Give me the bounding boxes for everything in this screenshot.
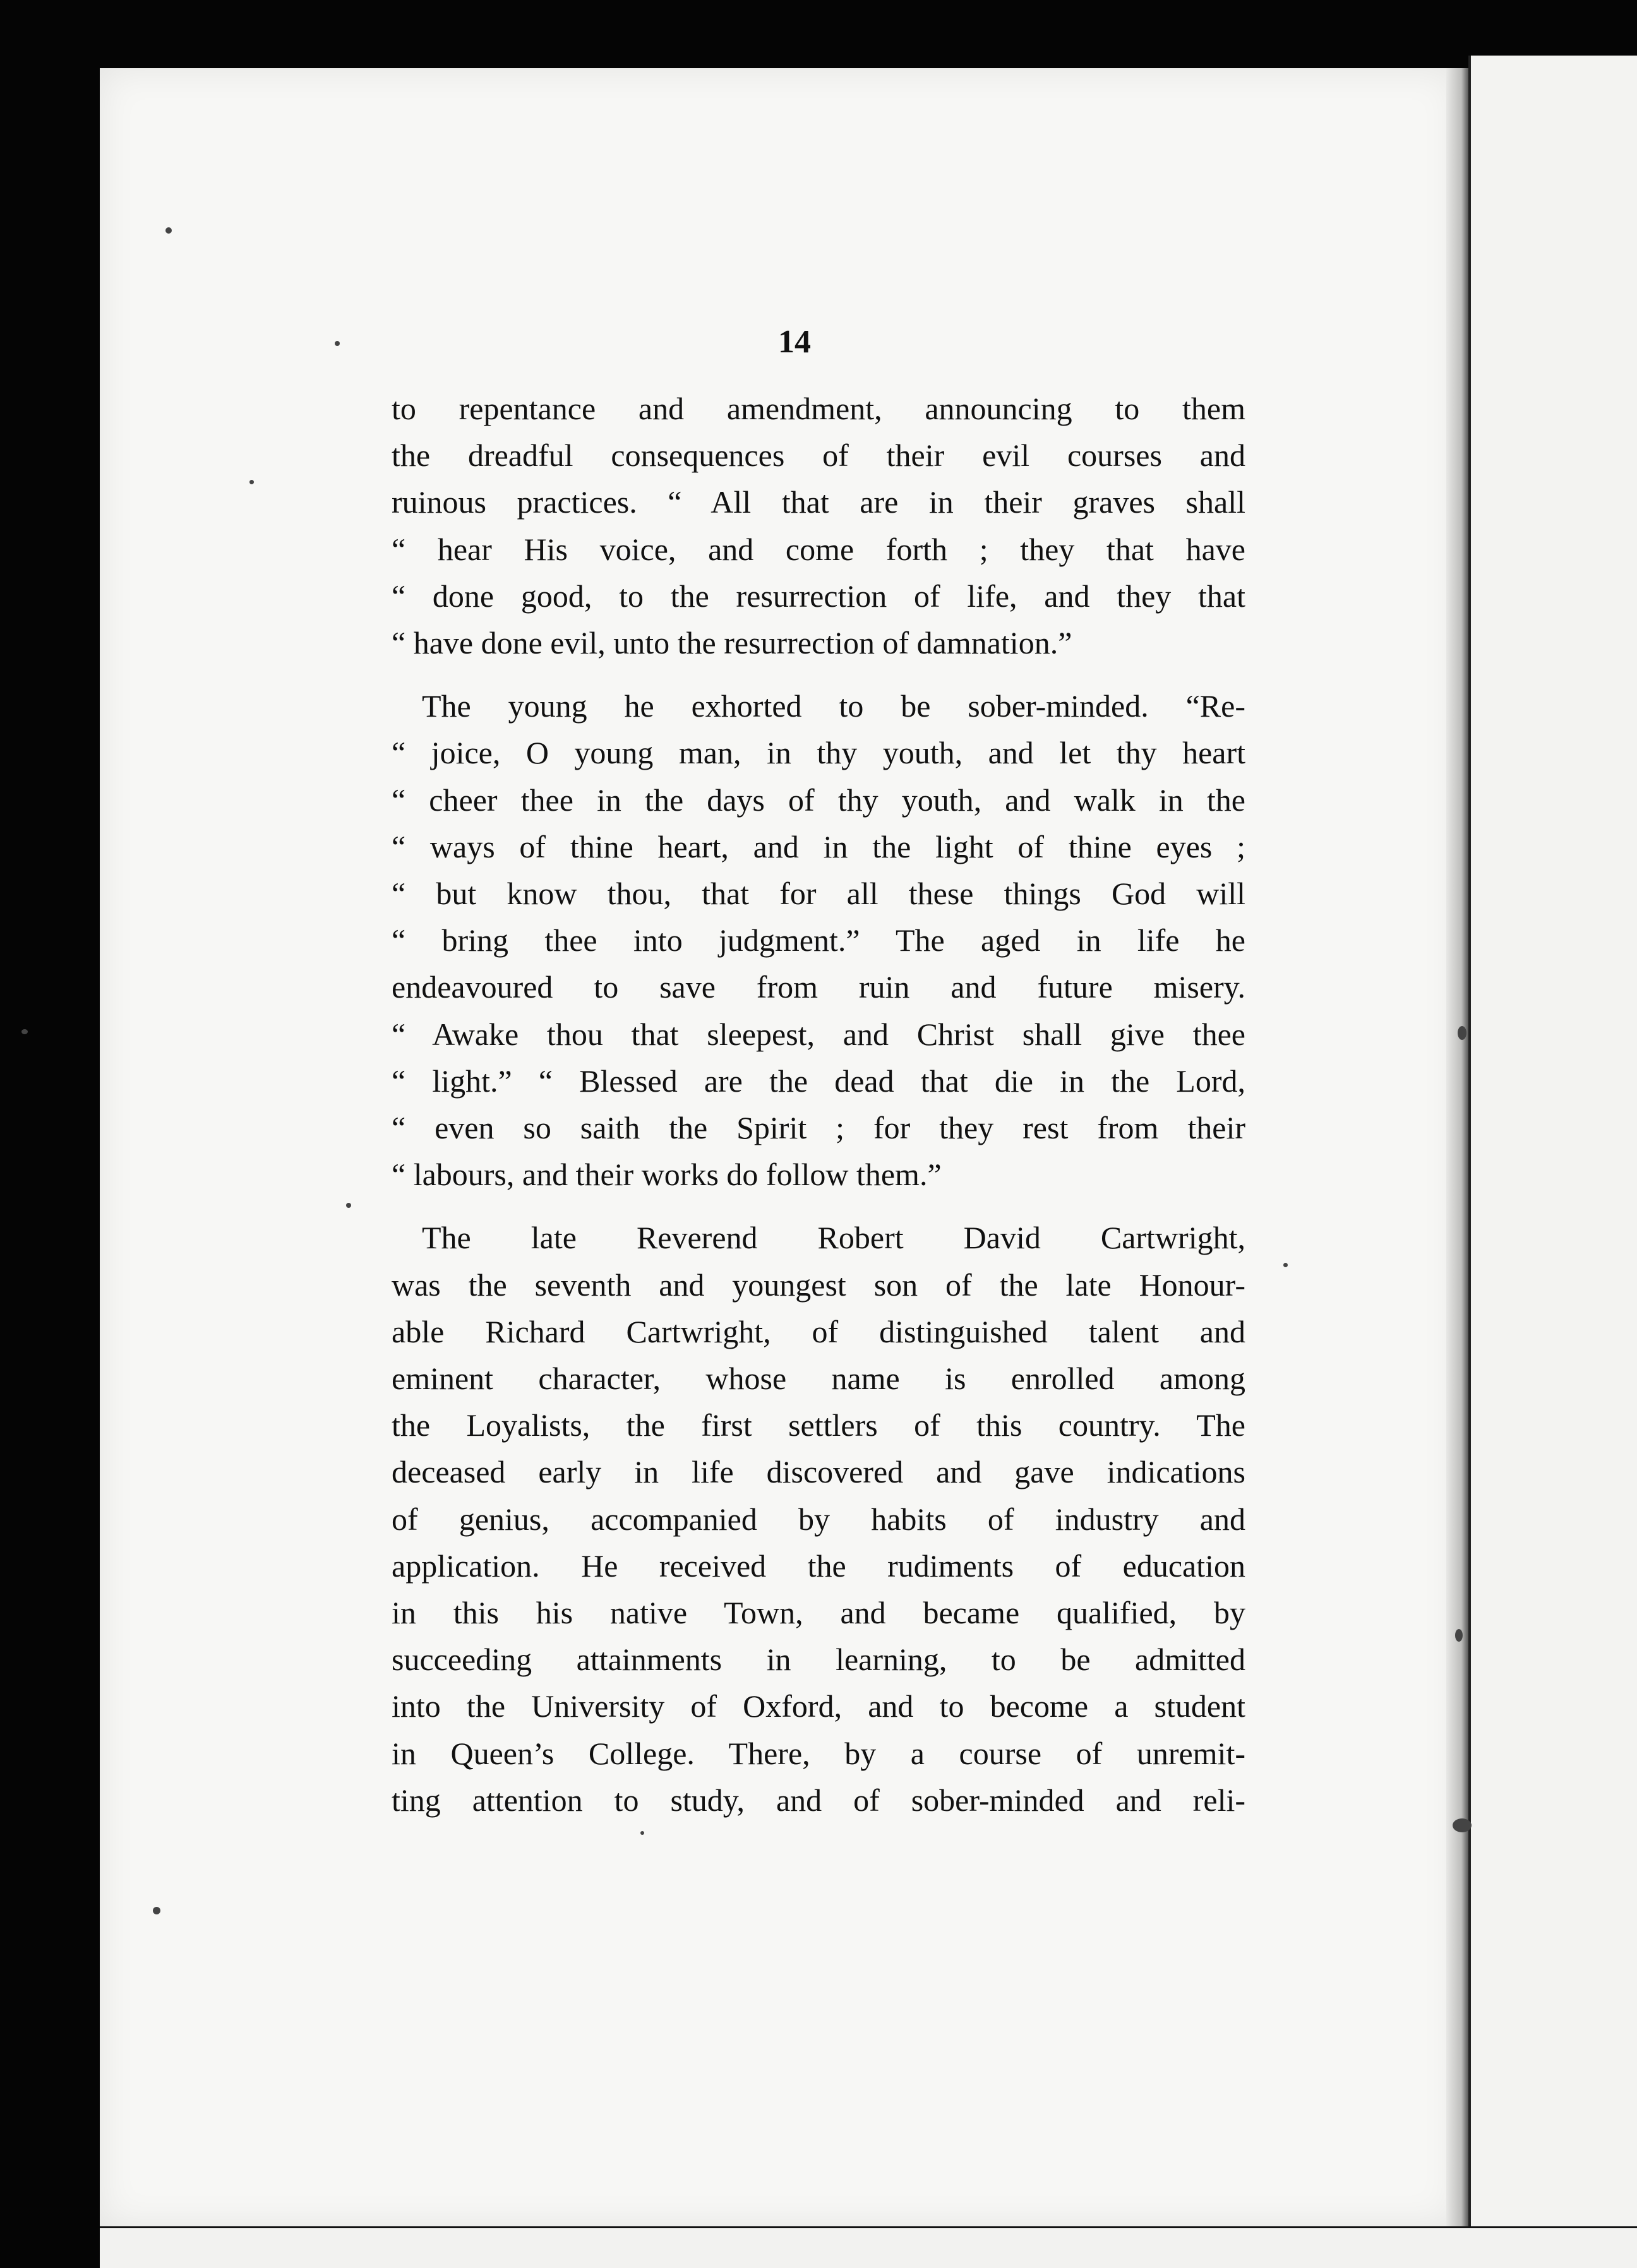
right-page-edge bbox=[1468, 56, 1637, 2226]
text-line: ting attention to study, and of sober-minded and reli- bbox=[392, 1782, 1245, 1818]
scan-speck bbox=[1283, 1263, 1288, 1267]
text-line: “ have done evil, unto the resurrection of damnation.” bbox=[392, 625, 1072, 661]
text-line: “ done good, to the resurrection of life, and they that bbox=[392, 578, 1245, 614]
text-line: able Richard Cartwright, of distinguished talent and bbox=[392, 1313, 1245, 1349]
scan-speck bbox=[335, 341, 340, 346]
book-gutter bbox=[1446, 68, 1472, 2226]
text-line: eminent character, whose name is enrolled among bbox=[392, 1361, 1245, 1397]
text-line: to repentance and amendment, announcing to them bbox=[392, 391, 1245, 426]
text-line: “ but know thou, that for all these things God will bbox=[392, 876, 1245, 912]
text-line: of genius, accompanied by habits of industry and bbox=[392, 1501, 1245, 1537]
text-line: was the seventh and youngest son of the late Honour- bbox=[392, 1267, 1245, 1303]
body-text bbox=[392, 385, 1245, 1823]
scan-speck bbox=[640, 1831, 644, 1835]
text-line: succeeding attainments in learning, to be admitted bbox=[392, 1642, 1245, 1678]
paragraph-2 bbox=[392, 683, 1245, 1198]
text-line: ruinous practices. “ All that are in their graves shall bbox=[392, 484, 1245, 520]
text-line: The young he exhorted to be sober-minded. “Re- bbox=[422, 688, 1245, 724]
text-line: “ hear His voice, and come forth ; they that have bbox=[392, 531, 1245, 567]
scan-speck bbox=[249, 480, 254, 484]
scan-speck bbox=[165, 227, 172, 234]
text-line: “ even so saith the Spirit ; for they rest from their bbox=[392, 1110, 1245, 1146]
scan-speck bbox=[153, 1907, 160, 1914]
page-number: 14 bbox=[778, 324, 811, 360]
text-line: the Loyalists, the first settlers of this country. The bbox=[392, 1407, 1245, 1443]
scan-speck bbox=[1458, 1026, 1466, 1040]
text-line: in Queen’s College. There, by a course of unremit- bbox=[392, 1735, 1245, 1771]
text-line: endeavoured to save from ruin and future misery. bbox=[392, 969, 1245, 1005]
scan-speck bbox=[346, 1203, 351, 1208]
text-line: “ Awake thou that sleepest, and Christ shall give thee bbox=[392, 1016, 1245, 1052]
text-line: in this his native Town, and became qualified, by bbox=[392, 1595, 1245, 1631]
scan-speck bbox=[1453, 1818, 1472, 1832]
text-line: the dreadful consequences of their evil courses and bbox=[392, 438, 1245, 474]
text-line: “ ways of thine heart, and in the light of thine eyes ; bbox=[392, 828, 1245, 864]
text-line: into the University of Oxford, and to become a student bbox=[392, 1688, 1245, 1724]
paragraph-3 bbox=[392, 1214, 1245, 1823]
text-line: “ labours, and their works do follow them.” bbox=[392, 1157, 942, 1193]
text-line: “ cheer thee in the days of thy youth, and walk in the bbox=[392, 782, 1245, 818]
text-line: “ joice, O young man, in thy youth, and let thy heart bbox=[392, 735, 1245, 771]
bottom-page-edge bbox=[100, 2226, 1637, 2268]
text-line: deceased early in life discovered and gave indications bbox=[392, 1454, 1245, 1490]
paragraph-1 bbox=[392, 385, 1245, 666]
text-line: “ bring thee into judgment.” The aged in life he bbox=[392, 922, 1245, 958]
scan-speck bbox=[1455, 1629, 1463, 1642]
scan-speck bbox=[21, 1029, 28, 1034]
text-line: application. He received the rudiments of education bbox=[392, 1548, 1245, 1584]
text-line: The late Reverend Robert David Cartwright, bbox=[422, 1220, 1245, 1256]
text-line: “ light.” “ Blessed are the dead that die in the Lord, bbox=[392, 1063, 1245, 1099]
